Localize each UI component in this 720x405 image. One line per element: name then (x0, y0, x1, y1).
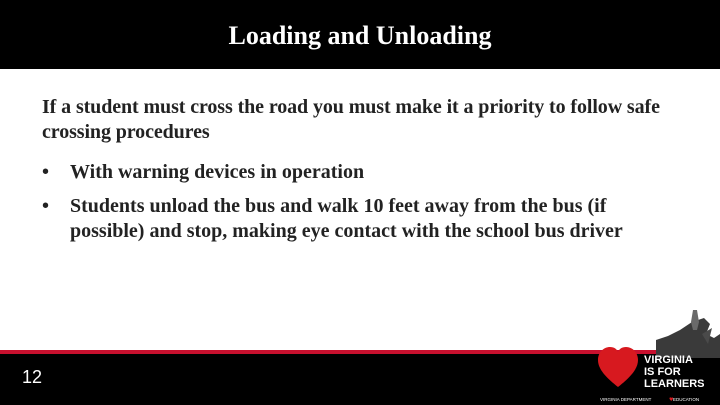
slide-number: 12 (22, 367, 43, 387)
bullet-icon: • (42, 195, 50, 217)
bullet-text: Students unload the bus and walk 10 feet away from the bus (if possible) and stop, making eye contact with the school bus driver (70, 195, 623, 242)
bullet-list (42, 160, 672, 244)
slide-title: Loading and Unloading (228, 21, 492, 50)
bullet-icon: • (42, 161, 50, 183)
bullet-item (42, 160, 672, 185)
lead-paragraph: If a student must cross the road you must make it a priority to follow safe crossing procedures (42, 96, 660, 143)
slide-content (42, 95, 672, 253)
logo-line-2: IS FOR (644, 366, 681, 378)
logo-line-3: LEARNERS (644, 378, 705, 390)
bullet-text: With warning devices in operation (70, 161, 365, 183)
logo-tagline-left: VIRGINIA DEPARTMENT (600, 397, 652, 402)
logo-tagline-heart-icon: ♥ (669, 397, 674, 403)
virginia-map-icon (656, 318, 720, 358)
virginia-is-for-learners-logo (596, 300, 720, 405)
bullet-item (42, 194, 672, 244)
logo-line-1: VIRGINIA (644, 354, 693, 366)
logo-tagline-right: EDUCATION (673, 397, 700, 402)
heart-icon (598, 347, 638, 387)
